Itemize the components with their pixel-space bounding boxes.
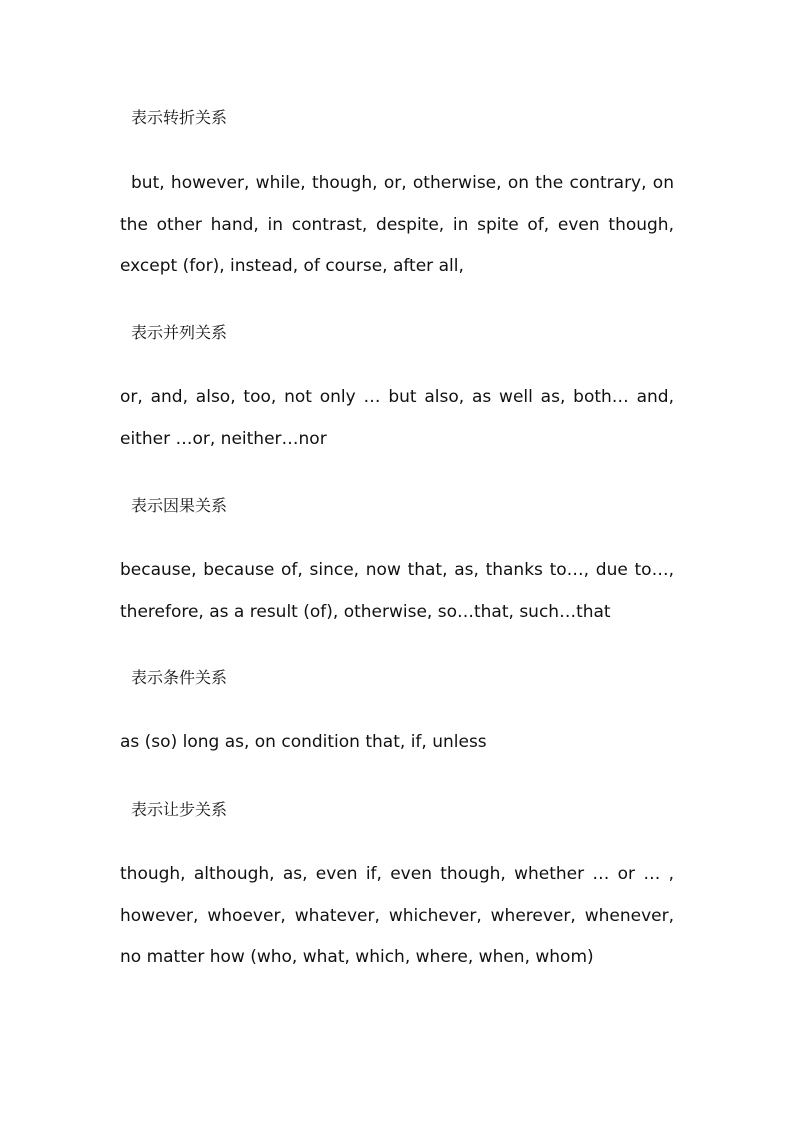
section-heading-condition: 表示条件关系 bbox=[131, 668, 228, 687]
section-text-coordination: or, and, also, too, not only … but also, as well as, both… and, either …or, neither…nor bbox=[120, 387, 674, 449]
section-text-cause-effect: because, because of, since, now that, as, thanks to…, due to…, therefore, as a result (of), otherwise, so…that, such…that bbox=[120, 560, 674, 622]
section-heading-cause-effect: 表示因果关系 bbox=[131, 496, 228, 515]
section-text-condition: as (so) long as, on condition that, if, unless bbox=[120, 732, 487, 752]
section-heading-contrast: 表示转折关系 bbox=[131, 108, 228, 127]
section-text-contrast: but, however, while, though, or, otherwise, on the contrary, on the other hand, in contrast, despite, in spite of, even though, except (for), instead, of course, after all, bbox=[120, 173, 674, 276]
section-heading-concession: 表示让步关系 bbox=[131, 800, 228, 819]
section-heading-coordination: 表示并列关系 bbox=[131, 323, 228, 342]
section-text-concession: though, although, as, even if, even though, whether … or … , however, whoever, whatever, whichever, wherever, whenever, no matter how (who, what, which, where, when, whom) bbox=[120, 864, 674, 967]
